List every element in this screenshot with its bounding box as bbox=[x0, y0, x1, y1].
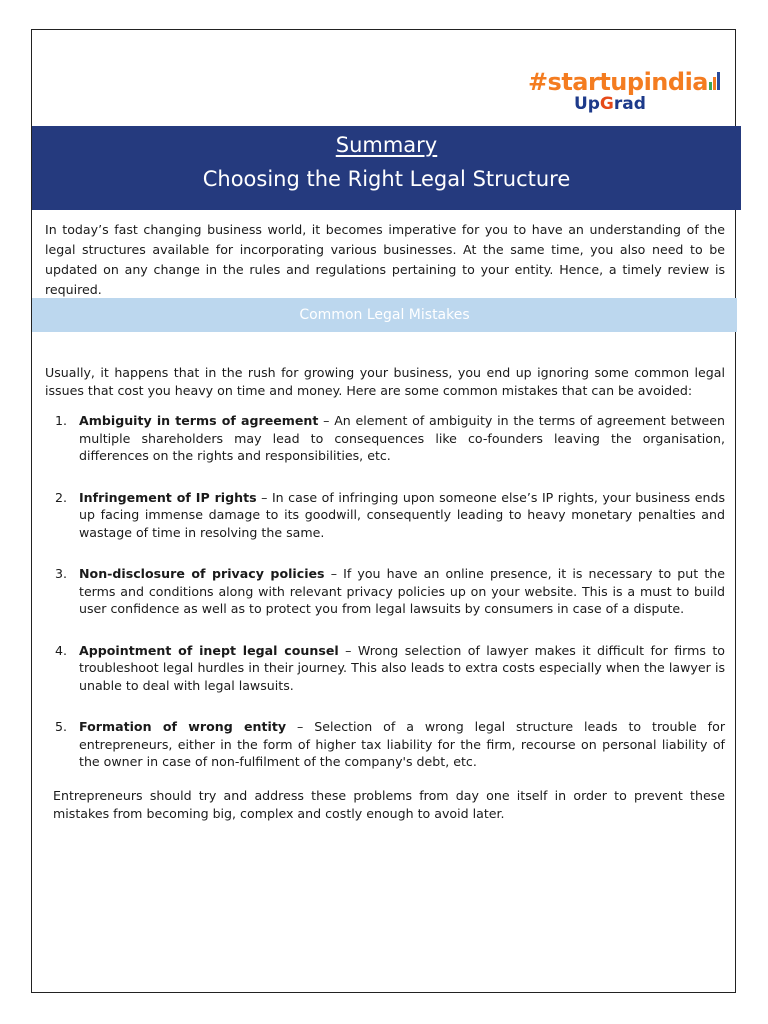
logo-upgrad bbox=[574, 94, 721, 114]
section-title: Common Legal Mistakes bbox=[299, 307, 470, 323]
lead-paragraph: Usually, it happens that in the rush for growing your business, you end up ignoring some common legal issues that cost you heavy on time and money. Here are some common mistakes that can be avoided: bbox=[45, 365, 725, 398]
mistakes-list bbox=[45, 412, 725, 795]
intro-paragraph: In today’s fast changing business world, it becomes imperative for you to have an understanding of the legal structures available for incorporating various businesses. At the same time, you also need to be updated on any change in the rules and regulations pertaining to your entity. Hence, a timely review is required. bbox=[45, 222, 725, 297]
list-item-body: – Wrong selection of lawyer makes it difficult for firms to troubleshoot legal hurdles in their journey. This also leads to extra costs especially when the lawyer is unable to deal with legal lawsuits. bbox=[79, 642, 726, 693]
logo-word-indi: indi bbox=[643, 68, 693, 96]
logo-upgrad-rad: rad bbox=[613, 94, 646, 114]
list-item-heading: Infringement of IP rights bbox=[79, 489, 257, 505]
logo-upgrad-g: G bbox=[599, 94, 614, 114]
list-item-heading: Appointment of inept legal counsel bbox=[79, 642, 339, 658]
logo-main-line bbox=[528, 68, 721, 96]
list-item bbox=[45, 718, 725, 771]
logo-bars-icon bbox=[709, 72, 721, 90]
section-header-bar bbox=[32, 298, 737, 332]
startupindia-upgrad-logo bbox=[528, 68, 721, 114]
list-item-number: 5. bbox=[55, 719, 68, 734]
list-item-heading: Ambiguity in terms of agreement bbox=[79, 413, 319, 428]
logo-hash: # bbox=[527, 68, 548, 96]
list-item bbox=[45, 642, 725, 695]
list-item bbox=[45, 412, 725, 465]
list-item bbox=[45, 489, 725, 542]
closing-paragraph: Entrepreneurs should try and address these problems from day one itself in order to prevent these mistakes from becoming big, complex and costly enough to avoid later. bbox=[53, 788, 725, 821]
list-item-number: 3. bbox=[55, 566, 68, 581]
banner-subtitle: Choosing the Right Legal Structure bbox=[202, 167, 571, 191]
list-item-heading: Non-disclosure of privacy policies bbox=[79, 566, 325, 581]
banner-title: Summary bbox=[335, 133, 438, 157]
title-banner bbox=[32, 126, 741, 210]
list-item bbox=[45, 565, 725, 618]
list-item-body: – Selection of a wrong legal structure leads to trouble for entrepreneurs, either in the form of higher tax liability for the firm, recourse on personal liability of the owner in case of non-fulfilment of the company's debt, etc. bbox=[79, 719, 725, 769]
logo-word-a: a bbox=[692, 68, 708, 96]
list-item-heading: Formation of wrong entity bbox=[79, 719, 287, 734]
logo-word-startup: startup bbox=[547, 68, 644, 96]
list-item-number: 2. bbox=[55, 489, 68, 505]
list-item-body: – In case of infringing upon someone else’s IP rights, your business ends up facing immense damage to its goodwill, consequently leading to heavy monetary penalties and wastage of time in resolving the same. bbox=[79, 489, 726, 540]
list-item-body: – If you have an online presence, it is necessary to put the terms and conditions along with relevant privacy policies up on your website. This is a must to build user confidence as well as to protect you from legal lawsuits by consumers in case of a dispute. bbox=[79, 566, 725, 616]
logo-upgrad-up: Up bbox=[573, 94, 600, 114]
list-item-body: – An element of ambiguity in the terms of agreement between multiple shareholders may lead to consequences like co-founders leaving the organisation, differences on the rights and responsibilities, etc. bbox=[79, 413, 726, 463]
list-item-number: 4. bbox=[55, 642, 68, 658]
list-item-number: 1. bbox=[55, 413, 68, 428]
logo-wordmark bbox=[548, 68, 708, 96]
document-page bbox=[31, 29, 736, 993]
